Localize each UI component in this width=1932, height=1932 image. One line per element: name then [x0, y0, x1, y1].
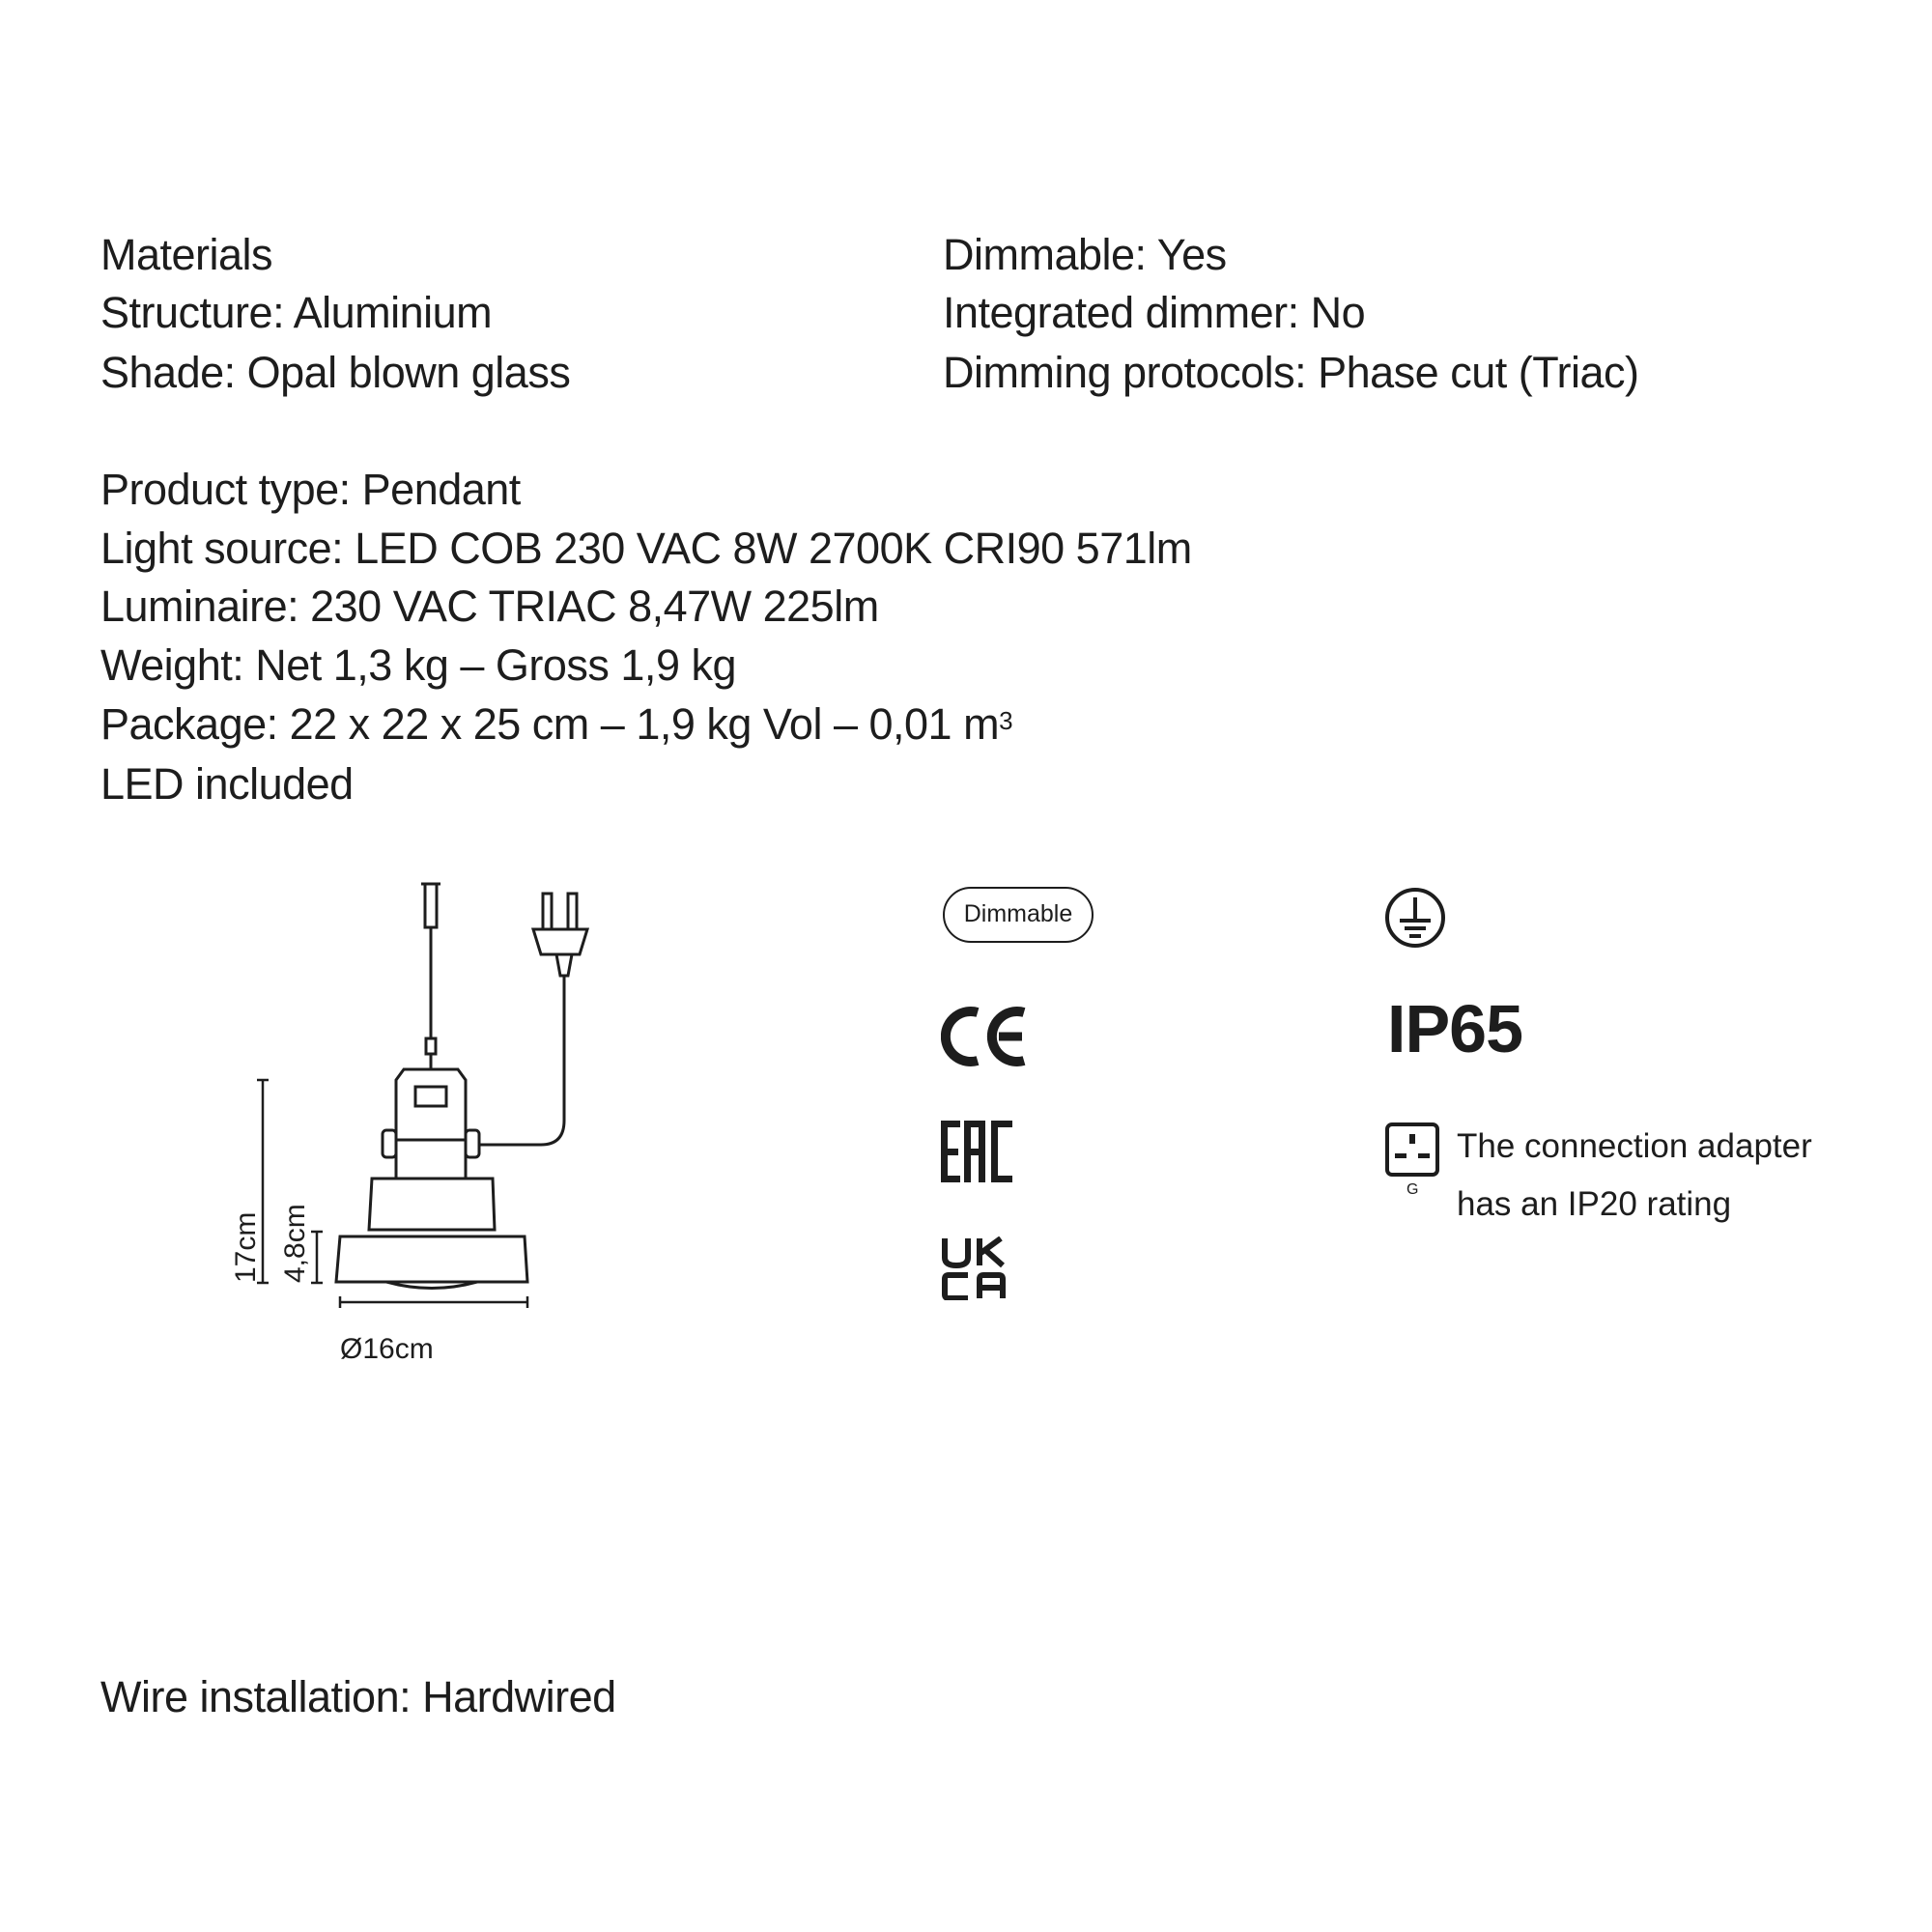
height-shade-label: 4,8cm	[279, 1204, 311, 1283]
weight: Weight: Net 1,3 kg – Gross 1,9 kg	[100, 640, 736, 690]
ip-rating: IP65	[1387, 991, 1522, 1066]
shade-spec: Shade: Opal blown glass	[100, 348, 571, 397]
wire-installation: Wire installation: Hardwired	[100, 1672, 616, 1721]
materials-heading: Materials	[100, 230, 273, 279]
diameter-label: Ø16cm	[340, 1333, 434, 1365]
ce-mark-icon	[941, 1005, 1030, 1068]
height-total-label: 17cm	[230, 1211, 262, 1283]
plug-type-g-icon	[1383, 1121, 1441, 1198]
eac-mark-icon	[941, 1121, 1014, 1182]
led-included: LED included	[100, 759, 354, 809]
pendant-technical-drawing	[193, 869, 618, 1372]
adapter-note-line2: has an IP20 rating	[1457, 1185, 1732, 1223]
structure-spec: Structure: Aluminium	[100, 288, 493, 337]
dimmable-spec: Dimmable: Yes	[943, 230, 1227, 279]
product-type: Product type: Pendant	[100, 465, 521, 514]
adapter-note-line1: The connection adapter	[1457, 1127, 1812, 1165]
package: Package: 22 x 22 x 25 cm – 1,9 kg Vol – 0,01 $m^3$	[100, 699, 1013, 749]
ukca-mark-icon	[941, 1236, 1009, 1300]
dimmable-badge: Dimmable	[943, 887, 1094, 943]
ground-symbol-icon	[1383, 886, 1447, 950]
light-source: Light source: LED COB 230 VAC 8W 2700K CRI90 571lm	[100, 524, 1192, 573]
integrated-dimmer-spec: Integrated dimmer: No	[943, 288, 1366, 337]
plug-letter: G	[1406, 1181, 1419, 1198]
dimming-protocols-spec: Dimming protocols: Phase cut (Triac)	[943, 348, 1639, 397]
luminaire: Luminaire: 230 VAC TRIAC 8,47W 225lm	[100, 582, 879, 631]
